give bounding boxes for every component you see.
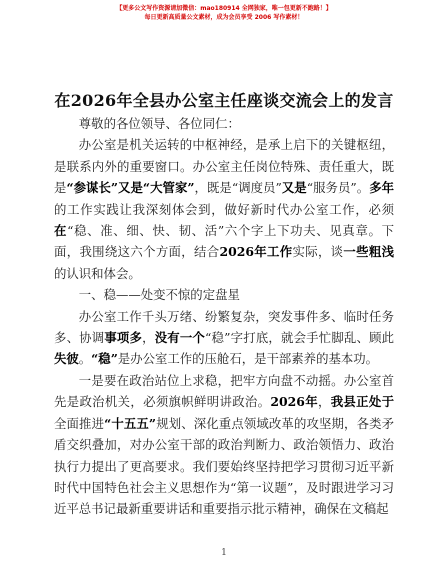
bold-run: 我县正处于 [330, 394, 395, 410]
banner-line-2: 每日更新高质量公文素材，成为会员享受 2006 写作素材！ [144, 14, 304, 21]
section-heading-1: 一、稳——处变不惊的定盘星 [78, 287, 240, 303]
bold-run: 没有一个 [154, 330, 206, 346]
text-run: 。 [78, 351, 92, 367]
bold-run: 多年 [369, 180, 395, 196]
text-run: ，既是“调度员” [194, 180, 282, 196]
paragraph-political [54, 370, 394, 520]
page-number: 1 [221, 548, 227, 558]
text-run: 的认识和体会。 [54, 265, 141, 281]
bold-run: “参谋长”又是“大管家” [66, 180, 195, 196]
promo-banner [0, 4, 448, 22]
text-run: 实际，谈 [292, 244, 344, 260]
banner-line-1: 【更多公文写作资源请加微信：mao180914 全网独家，唯一包更新不跑路！】 [116, 5, 332, 12]
bold-run: 2026年工作 [219, 244, 293, 260]
bold-run: 在 [54, 223, 68, 239]
paragraph-intro [54, 134, 394, 284]
bold-run: 一些粗浅 [343, 244, 395, 260]
bold-run: 又是 [281, 180, 307, 196]
text-run: 的工作实践让我深刻体会到，做好新时代办公室工作，必须 [54, 201, 394, 217]
bold-run: “十五五” [104, 415, 157, 431]
bold-run: 2026年 [270, 394, 318, 410]
bold-run: “稳” [91, 351, 118, 367]
paragraph-stability [54, 306, 394, 370]
text-run: “稳、准、细、快、韧、活”六个字上下功夫、见真章。下面，我围绕这六个方面，结合 [54, 223, 395, 260]
greeting: 尊敬的各位领导、各位同仁： [78, 116, 240, 131]
document-title: 在2026年全县办公室主任座谈交流会上的发言 [54, 91, 394, 110]
document-body [54, 113, 394, 520]
bold-run: 失彼 [54, 351, 79, 367]
text-run: 全面推进 [54, 415, 105, 431]
text-run: ， [142, 330, 155, 346]
text-run: 是办公室工作的压舱石，是干部素养的基本功。 [117, 351, 379, 367]
text-run: 办公室工作千头万绪、纷繁复杂，突发事件多、临时任务多、协调 [54, 308, 394, 346]
text-run: 一是要在政治站位上求稳，把牢方向盘不动摇。办公室首先是政治机关，必须旗帜鲜明讲政治。 [54, 372, 394, 410]
text-run: 规划、深化重点领域改革的攻坚期，各类矛盾交织叠加，对办公室干部的政治判断力、政治领悟力、政治执行力提出了更高要求。我们要始终坚持把学习贯彻习近平新时代中国特色社会主义思想作为“第一议题”，及时跟进学习习近平总书记最新重要讲话和重要指示批示精神，确保在文稿起 [54, 415, 395, 517]
text-run: ， [317, 394, 331, 410]
text-run: 办公室是机关运转的中枢神经，是承上启下的关键枢纽，是联系内外的重要窗口。办公室主任岗位特殊、责任重大，既是 [54, 137, 394, 196]
text-run: “服务员”。 [306, 180, 370, 196]
text-run: “稳”字打底，就会手忙脚乱、顾此 [205, 330, 395, 346]
bold-run: 事项多 [104, 330, 143, 346]
